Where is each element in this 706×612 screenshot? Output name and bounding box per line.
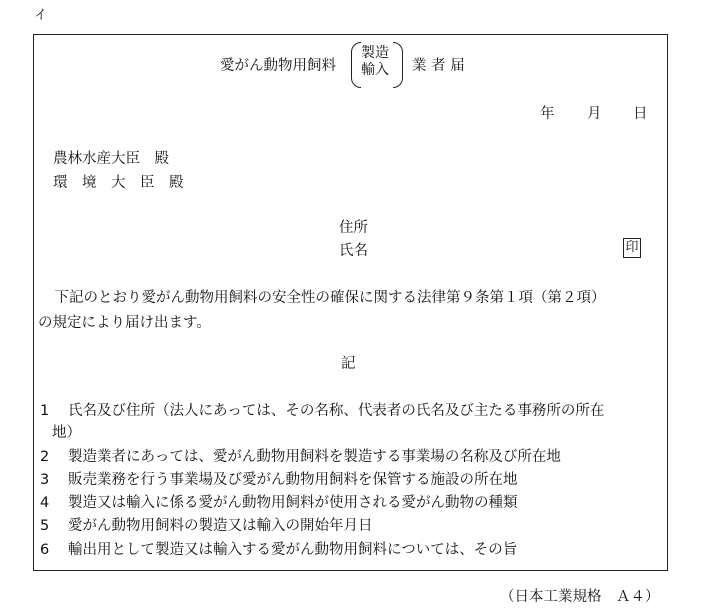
body-line-1: 下記のとおり愛がん動物用飼料の安全性の確保に関する法律第９条第１項（第２項） xyxy=(40,290,606,306)
title-option-manufacture: 製造 xyxy=(361,45,389,61)
item-number: 5 xyxy=(40,518,50,534)
seal-mark: 印 xyxy=(623,238,641,258)
name-label: 氏名 xyxy=(339,243,368,259)
item-text: 愛がん動物用飼料の製造又は輸入の開始年月日 xyxy=(68,518,373,534)
form-title-main: 愛がん動物用飼料 xyxy=(220,58,336,74)
item-number: 6 xyxy=(40,542,50,558)
addressee-environment: 環 境 大 臣 殿 xyxy=(53,175,184,191)
item-text: 製造又は輸入に係る愛がん動物用飼料が使用される愛がん動物の種類 xyxy=(68,495,518,511)
list-item xyxy=(40,514,373,535)
list-item xyxy=(40,445,561,466)
date-month: 月 xyxy=(587,106,602,122)
date-year: 年 xyxy=(540,106,555,122)
item-text: 氏名及び住所（法人にあっては、その名称、代表者の氏名及び主たる事務所の所在 xyxy=(68,403,605,419)
item-number: 3 xyxy=(40,472,50,488)
ki-heading: 記 xyxy=(341,356,356,372)
address-label: 住所 xyxy=(339,220,368,236)
form-title-suffix: 業 者 届 xyxy=(412,58,465,74)
list-item-continuation: 地） xyxy=(52,425,81,441)
page-marker: イ xyxy=(34,8,48,23)
item-number: 1 xyxy=(40,403,50,419)
item-number: 4 xyxy=(40,495,50,511)
item-number: 2 xyxy=(40,449,50,465)
item-text: 販売業務を行う事業場及び愛がん動物用飼料を保管する施設の所在地 xyxy=(68,472,518,488)
item-text: 製造業者にあっては、愛がん動物用飼料を製造する事業場の名称及び所在地 xyxy=(68,449,561,465)
list-item xyxy=(40,491,518,512)
addressee-maff: 農林水産大臣 殿 xyxy=(53,151,169,167)
item-text: 輸出用として製造又は輸入する愛がん動物用飼料については、その旨 xyxy=(68,542,518,558)
list-item xyxy=(40,399,604,420)
date-day: 日 xyxy=(633,106,648,122)
list-item xyxy=(40,468,518,489)
list-item xyxy=(40,538,517,559)
paper-size-note: （日本工業規格 Ａ４） xyxy=(500,589,660,605)
title-option-import: 輸入 xyxy=(361,62,389,78)
body-line-2: の規定により届け出ます。 xyxy=(38,315,211,331)
